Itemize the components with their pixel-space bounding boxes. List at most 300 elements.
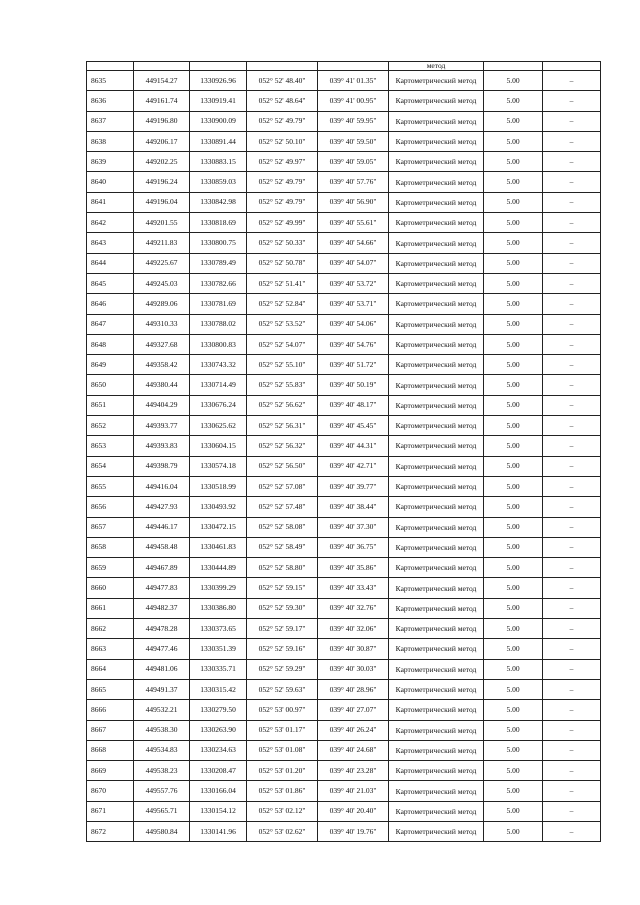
cell-accuracy: 5.00 [484, 91, 543, 111]
cell-latitude: 052° 53' 00.97" [247, 700, 318, 720]
cell-latitude: 052° 52' 57.48" [247, 497, 318, 517]
cell-point-number: 8640 [87, 172, 134, 192]
cell-note: – [543, 801, 601, 821]
cell-method: Картометрический метод [389, 801, 484, 821]
cell-method: Картометрический метод [389, 314, 484, 334]
cell-point-number: 8670 [87, 781, 134, 801]
cell-note: – [543, 598, 601, 618]
cell-method: Картометрический метод [389, 700, 484, 720]
cell-accuracy: 5.00 [484, 781, 543, 801]
cell-note: – [543, 720, 601, 740]
cell-point-number: 8644 [87, 253, 134, 273]
cell-note: – [543, 761, 601, 781]
cell-x-coordinate: 449557.76 [134, 781, 190, 801]
cell-accuracy: 5.00 [484, 436, 543, 456]
cell-latitude: 052° 52' 58.80" [247, 558, 318, 578]
cell-accuracy: 5.00 [484, 679, 543, 699]
cell-accuracy: 5.00 [484, 71, 543, 91]
table-row [87, 476, 601, 496]
cell-latitude: 052° 52' 50.10" [247, 131, 318, 151]
cell-y-coordinate: 1330883.15 [190, 152, 247, 172]
cell-latitude: 052° 52' 56.32" [247, 436, 318, 456]
cell-y-coordinate: 1330141.96 [190, 821, 247, 841]
cell-y-coordinate: 1330279.50 [190, 700, 247, 720]
cell-x-coordinate: 449580.84 [134, 821, 190, 841]
cell-accuracy: 5.00 [484, 192, 543, 212]
cell-point-number: 8653 [87, 436, 134, 456]
cell-point-number: 8668 [87, 740, 134, 760]
table-row [87, 253, 601, 273]
table-row [87, 537, 601, 557]
cell-longitude: 039° 40' 21.03" [318, 781, 389, 801]
cell-longitude: 039° 40' 54.66" [318, 233, 389, 253]
cell-note: – [543, 334, 601, 354]
cell-y-coordinate: 1330351.39 [190, 639, 247, 659]
cell-longitude: 039° 40' 54.07" [318, 253, 389, 273]
cell-longitude: 039° 40' 27.07" [318, 700, 389, 720]
cell-x-coordinate: 449538.30 [134, 720, 190, 740]
cell-blank [318, 62, 389, 71]
cell-y-coordinate: 1330472.15 [190, 517, 247, 537]
cell-latitude: 052° 53' 01.08" [247, 740, 318, 760]
cell-y-coordinate: 1330335.71 [190, 659, 247, 679]
cell-point-number: 8649 [87, 355, 134, 375]
table-row [87, 558, 601, 578]
cell-note: – [543, 436, 601, 456]
cell-latitude: 052° 52' 56.62" [247, 395, 318, 415]
cell-note: – [543, 537, 601, 557]
cell-method: Картометрический метод [389, 375, 484, 395]
cell-accuracy: 5.00 [484, 416, 543, 436]
cell-longitude: 039° 40' 54.06" [318, 314, 389, 334]
cell-latitude: 052° 52' 49.79" [247, 172, 318, 192]
cell-y-coordinate: 1330493.92 [190, 497, 247, 517]
cell-x-coordinate: 449358.42 [134, 355, 190, 375]
table-row [87, 740, 601, 760]
cell-longitude: 039° 40' 38.44" [318, 497, 389, 517]
cell-accuracy: 5.00 [484, 111, 543, 131]
table-row [87, 619, 601, 639]
cell-latitude: 052° 53' 01.86" [247, 781, 318, 801]
cell-y-coordinate: 1330789.49 [190, 253, 247, 273]
cell-longitude: 039° 41' 01.35" [318, 71, 389, 91]
cell-latitude: 052° 52' 53.52" [247, 314, 318, 334]
cell-blank [484, 62, 543, 71]
cell-latitude: 052° 52' 57.08" [247, 476, 318, 496]
cell-x-coordinate: 449196.04 [134, 192, 190, 212]
cell-note: – [543, 91, 601, 111]
cell-x-coordinate: 449477.46 [134, 639, 190, 659]
cell-y-coordinate: 1330891.44 [190, 131, 247, 151]
cell-note: – [543, 679, 601, 699]
cell-note: – [543, 192, 601, 212]
cell-note: – [543, 131, 601, 151]
cell-longitude: 039° 40' 42.71" [318, 456, 389, 476]
cell-longitude: 039° 40' 39.77" [318, 476, 389, 496]
cell-method: Картометрический метод [389, 334, 484, 354]
cell-y-coordinate: 1330461.83 [190, 537, 247, 557]
cell-point-number: 8658 [87, 537, 134, 557]
cell-longitude: 039° 41' 00.95" [318, 91, 389, 111]
table-row [87, 781, 601, 801]
cell-blank [87, 62, 134, 71]
cell-longitude: 039° 40' 32.76" [318, 598, 389, 618]
cell-latitude: 052° 52' 50.78" [247, 253, 318, 273]
cell-latitude: 052° 52' 48.40" [247, 71, 318, 91]
cell-accuracy: 5.00 [484, 395, 543, 415]
cell-accuracy: 5.00 [484, 213, 543, 233]
cell-x-coordinate: 449201.55 [134, 213, 190, 233]
cell-x-coordinate: 449482.37 [134, 598, 190, 618]
cell-y-coordinate: 1330386.80 [190, 598, 247, 618]
cell-point-number: 8637 [87, 111, 134, 131]
cell-method: Картометрический метод [389, 91, 484, 111]
table-row [87, 578, 601, 598]
cell-y-coordinate: 1330518.99 [190, 476, 247, 496]
cell-accuracy: 5.00 [484, 355, 543, 375]
cell-point-number: 8651 [87, 395, 134, 415]
cell-accuracy: 5.00 [484, 761, 543, 781]
cell-point-number: 8648 [87, 334, 134, 354]
cell-x-coordinate: 449393.77 [134, 416, 190, 436]
cell-note: – [543, 416, 601, 436]
cell-note: – [543, 253, 601, 273]
cell-y-coordinate: 1330781.69 [190, 294, 247, 314]
cell-note: – [543, 172, 601, 192]
cell-method: Картометрический метод [389, 273, 484, 293]
cell-latitude: 052° 52' 59.17" [247, 619, 318, 639]
cell-method: Картометрический метод [389, 761, 484, 781]
cell-note: – [543, 233, 601, 253]
cell-latitude: 052° 52' 55.83" [247, 375, 318, 395]
cell-point-number: 8638 [87, 131, 134, 151]
cell-note: – [543, 71, 601, 91]
cell-point-number: 8645 [87, 273, 134, 293]
cell-method: Картометрический метод [389, 598, 484, 618]
cell-longitude: 039° 40' 28.96" [318, 679, 389, 699]
table-row [87, 375, 601, 395]
cell-method: Картометрический метод [389, 395, 484, 415]
table-row [87, 213, 601, 233]
cell-latitude: 052° 52' 58.49" [247, 537, 318, 557]
cell-note: – [543, 558, 601, 578]
table-row [87, 700, 601, 720]
cell-method: Картометрический метод [389, 294, 484, 314]
cell-note: – [543, 476, 601, 496]
cell-latitude: 052° 53' 01.17" [247, 720, 318, 740]
cell-method: Картометрический метод [389, 192, 484, 212]
cell-latitude: 052° 52' 48.64" [247, 91, 318, 111]
cell-x-coordinate: 449427.93 [134, 497, 190, 517]
cell-longitude: 039° 40' 33.43" [318, 578, 389, 598]
cell-x-coordinate: 449538.23 [134, 761, 190, 781]
cell-point-number: 8664 [87, 659, 134, 679]
cell-note: – [543, 821, 601, 841]
cell-accuracy: 5.00 [484, 314, 543, 334]
cell-note: – [543, 152, 601, 172]
cell-note: – [543, 740, 601, 760]
cell-method: Картометрический метод [389, 233, 484, 253]
cell-x-coordinate: 449532.21 [134, 700, 190, 720]
cell-y-coordinate: 1330926.96 [190, 71, 247, 91]
cell-x-coordinate: 449245.03 [134, 273, 190, 293]
table-row [87, 395, 601, 415]
cell-accuracy: 5.00 [484, 456, 543, 476]
cell-latitude: 052° 52' 49.97" [247, 152, 318, 172]
cell-x-coordinate: 449491.37 [134, 679, 190, 699]
cell-note: – [543, 456, 601, 476]
cell-point-number: 8667 [87, 720, 134, 740]
cell-x-coordinate: 449206.17 [134, 131, 190, 151]
table-row [87, 659, 601, 679]
cell-y-coordinate: 1330676.24 [190, 395, 247, 415]
cell-accuracy: 5.00 [484, 476, 543, 496]
cell-x-coordinate: 449565.71 [134, 801, 190, 821]
cell-x-coordinate: 449196.80 [134, 111, 190, 131]
cell-blank [543, 62, 601, 71]
cell-x-coordinate: 449481.06 [134, 659, 190, 679]
table-row [87, 192, 601, 212]
cell-accuracy: 5.00 [484, 740, 543, 760]
cell-method-continuation: метод [389, 62, 484, 71]
cell-method: Картометрический метод [389, 679, 484, 699]
cell-accuracy: 5.00 [484, 659, 543, 679]
cell-note: – [543, 314, 601, 334]
table-row [87, 639, 601, 659]
cell-y-coordinate: 1330444.89 [190, 558, 247, 578]
cell-method: Картометрический метод [389, 821, 484, 841]
cell-accuracy: 5.00 [484, 578, 543, 598]
cell-accuracy: 5.00 [484, 233, 543, 253]
cell-x-coordinate: 449478.28 [134, 619, 190, 639]
cell-method: Картометрический метод [389, 253, 484, 273]
cell-latitude: 052° 52' 56.31" [247, 416, 318, 436]
cell-method: Картометрический метод [389, 111, 484, 131]
cell-note: – [543, 578, 601, 598]
cell-method: Картометрический метод [389, 619, 484, 639]
cell-note: – [543, 111, 601, 131]
cell-point-number: 8663 [87, 639, 134, 659]
cell-point-number: 8655 [87, 476, 134, 496]
cell-note: – [543, 517, 601, 537]
cell-x-coordinate: 449404.29 [134, 395, 190, 415]
cell-method: Картометрический метод [389, 213, 484, 233]
cell-point-number: 8636 [87, 91, 134, 111]
cell-longitude: 039° 40' 30.03" [318, 659, 389, 679]
cell-y-coordinate: 1330208.47 [190, 761, 247, 781]
cell-accuracy: 5.00 [484, 598, 543, 618]
cell-method: Картометрический метод [389, 172, 484, 192]
cell-x-coordinate: 449416.04 [134, 476, 190, 496]
table-row [87, 497, 601, 517]
cell-point-number: 8635 [87, 71, 134, 91]
cell-x-coordinate: 449393.83 [134, 436, 190, 456]
cell-longitude: 039° 40' 54.76" [318, 334, 389, 354]
cell-x-coordinate: 449467.89 [134, 558, 190, 578]
cell-latitude: 052° 53' 02.62" [247, 821, 318, 841]
cell-point-number: 8657 [87, 517, 134, 537]
cell-longitude: 039° 40' 50.19" [318, 375, 389, 395]
cell-method: Картометрический метод [389, 578, 484, 598]
cell-accuracy: 5.00 [484, 537, 543, 557]
cell-longitude: 039° 40' 57.76" [318, 172, 389, 192]
table-row [87, 416, 601, 436]
cell-latitude: 052° 52' 56.50" [247, 456, 318, 476]
cell-latitude: 052° 52' 49.79" [247, 192, 318, 212]
cell-accuracy: 5.00 [484, 172, 543, 192]
cell-note: – [543, 497, 601, 517]
table-row [87, 233, 601, 253]
table-row [87, 821, 601, 841]
cell-method: Картометрический метод [389, 517, 484, 537]
cell-method: Картометрический метод [389, 456, 484, 476]
cell-blank [190, 62, 247, 71]
table-row [87, 111, 601, 131]
cell-y-coordinate: 1330788.02 [190, 314, 247, 334]
cell-longitude: 039° 40' 53.71" [318, 294, 389, 314]
cell-longitude: 039° 40' 35.86" [318, 558, 389, 578]
table-row [87, 71, 601, 91]
table-row [87, 436, 601, 456]
cell-note: – [543, 639, 601, 659]
table-row [87, 679, 601, 699]
cell-longitude: 039° 40' 59.05" [318, 152, 389, 172]
cell-longitude: 039° 40' 20.40" [318, 801, 389, 821]
cell-latitude: 052° 52' 59.63" [247, 679, 318, 699]
cell-point-number: 8639 [87, 152, 134, 172]
cell-longitude: 039° 40' 30.87" [318, 639, 389, 659]
cell-longitude: 039° 40' 44.31" [318, 436, 389, 456]
cell-longitude: 039° 40' 51.72" [318, 355, 389, 375]
cell-point-number: 8662 [87, 619, 134, 639]
cell-note: – [543, 273, 601, 293]
cell-accuracy: 5.00 [484, 152, 543, 172]
cell-x-coordinate: 449225.67 [134, 253, 190, 273]
cell-latitude: 052° 52' 59.30" [247, 598, 318, 618]
cell-accuracy: 5.00 [484, 517, 543, 537]
cell-y-coordinate: 1330234.63 [190, 740, 247, 760]
table-row [87, 761, 601, 781]
cell-method: Картометрический метод [389, 720, 484, 740]
cell-point-number: 8669 [87, 761, 134, 781]
cell-y-coordinate: 1330782.66 [190, 273, 247, 293]
cell-accuracy: 5.00 [484, 273, 543, 293]
cell-longitude: 039° 40' 26.24" [318, 720, 389, 740]
cell-method: Картометрический метод [389, 639, 484, 659]
cell-longitude: 039° 40' 32.06" [318, 619, 389, 639]
cell-x-coordinate: 449289.06 [134, 294, 190, 314]
cell-accuracy: 5.00 [484, 253, 543, 273]
cell-longitude: 039° 40' 24.68" [318, 740, 389, 760]
cell-latitude: 052° 52' 59.15" [247, 578, 318, 598]
table-row [87, 91, 601, 111]
cell-x-coordinate: 449202.25 [134, 152, 190, 172]
cell-x-coordinate: 449380.44 [134, 375, 190, 395]
cell-latitude: 052° 52' 59.16" [247, 639, 318, 659]
cell-point-number: 8661 [87, 598, 134, 618]
cell-x-coordinate: 449398.79 [134, 456, 190, 476]
cell-point-number: 8672 [87, 821, 134, 841]
cell-point-number: 8666 [87, 700, 134, 720]
cell-point-number: 8659 [87, 558, 134, 578]
table-row [87, 801, 601, 821]
cell-y-coordinate: 1330154.12 [190, 801, 247, 821]
cell-method: Картометрический метод [389, 558, 484, 578]
cell-latitude: 052° 52' 50.33" [247, 233, 318, 253]
cell-note: – [543, 781, 601, 801]
table-row [87, 355, 601, 375]
coordinates-table [86, 61, 601, 842]
cell-x-coordinate: 449446.17 [134, 517, 190, 537]
table-row [87, 152, 601, 172]
cell-point-number: 8650 [87, 375, 134, 395]
cell-point-number: 8665 [87, 679, 134, 699]
cell-accuracy: 5.00 [484, 639, 543, 659]
coordinates-table-body [87, 62, 601, 842]
cell-point-number: 8652 [87, 416, 134, 436]
cell-accuracy: 5.00 [484, 720, 543, 740]
cell-accuracy: 5.00 [484, 558, 543, 578]
cell-y-coordinate: 1330373.65 [190, 619, 247, 639]
cell-y-coordinate: 1330714.49 [190, 375, 247, 395]
cell-accuracy: 5.00 [484, 375, 543, 395]
cell-latitude: 052° 52' 58.08" [247, 517, 318, 537]
cell-x-coordinate: 449154.27 [134, 71, 190, 91]
cell-point-number: 8671 [87, 801, 134, 821]
cell-accuracy: 5.00 [484, 131, 543, 151]
cell-method: Картометрический метод [389, 537, 484, 557]
cell-longitude: 039° 40' 59.50" [318, 131, 389, 151]
cell-x-coordinate: 449196.24 [134, 172, 190, 192]
cell-latitude: 052° 52' 52.84" [247, 294, 318, 314]
cell-note: – [543, 213, 601, 233]
cell-method: Картометрический метод [389, 152, 484, 172]
cell-note: – [543, 700, 601, 720]
cell-note: – [543, 619, 601, 639]
cell-method: Картометрический метод [389, 355, 484, 375]
cell-accuracy: 5.00 [484, 334, 543, 354]
table-row-continuation [87, 62, 601, 71]
cell-latitude: 052° 53' 01.20" [247, 761, 318, 781]
cell-y-coordinate: 1330604.15 [190, 436, 247, 456]
cell-note: – [543, 375, 601, 395]
cell-x-coordinate: 449477.83 [134, 578, 190, 598]
cell-point-number: 8641 [87, 192, 134, 212]
cell-method: Картометрический метод [389, 416, 484, 436]
cell-method: Картометрический метод [389, 659, 484, 679]
cell-method: Картометрический метод [389, 436, 484, 456]
table-row [87, 314, 601, 334]
cell-note: – [543, 395, 601, 415]
cell-y-coordinate: 1330900.09 [190, 111, 247, 131]
cell-note: – [543, 659, 601, 679]
table-row [87, 456, 601, 476]
cell-accuracy: 5.00 [484, 700, 543, 720]
cell-point-number: 8646 [87, 294, 134, 314]
table-row [87, 131, 601, 151]
cell-point-number: 8654 [87, 456, 134, 476]
cell-y-coordinate: 1330574.18 [190, 456, 247, 476]
cell-blank [134, 62, 190, 71]
cell-longitude: 039° 40' 45.45" [318, 416, 389, 436]
cell-accuracy: 5.00 [484, 294, 543, 314]
cell-accuracy: 5.00 [484, 821, 543, 841]
cell-x-coordinate: 449161.74 [134, 91, 190, 111]
cell-accuracy: 5.00 [484, 619, 543, 639]
cell-note: – [543, 355, 601, 375]
cell-longitude: 039° 40' 59.95" [318, 111, 389, 131]
cell-y-coordinate: 1330859.03 [190, 172, 247, 192]
